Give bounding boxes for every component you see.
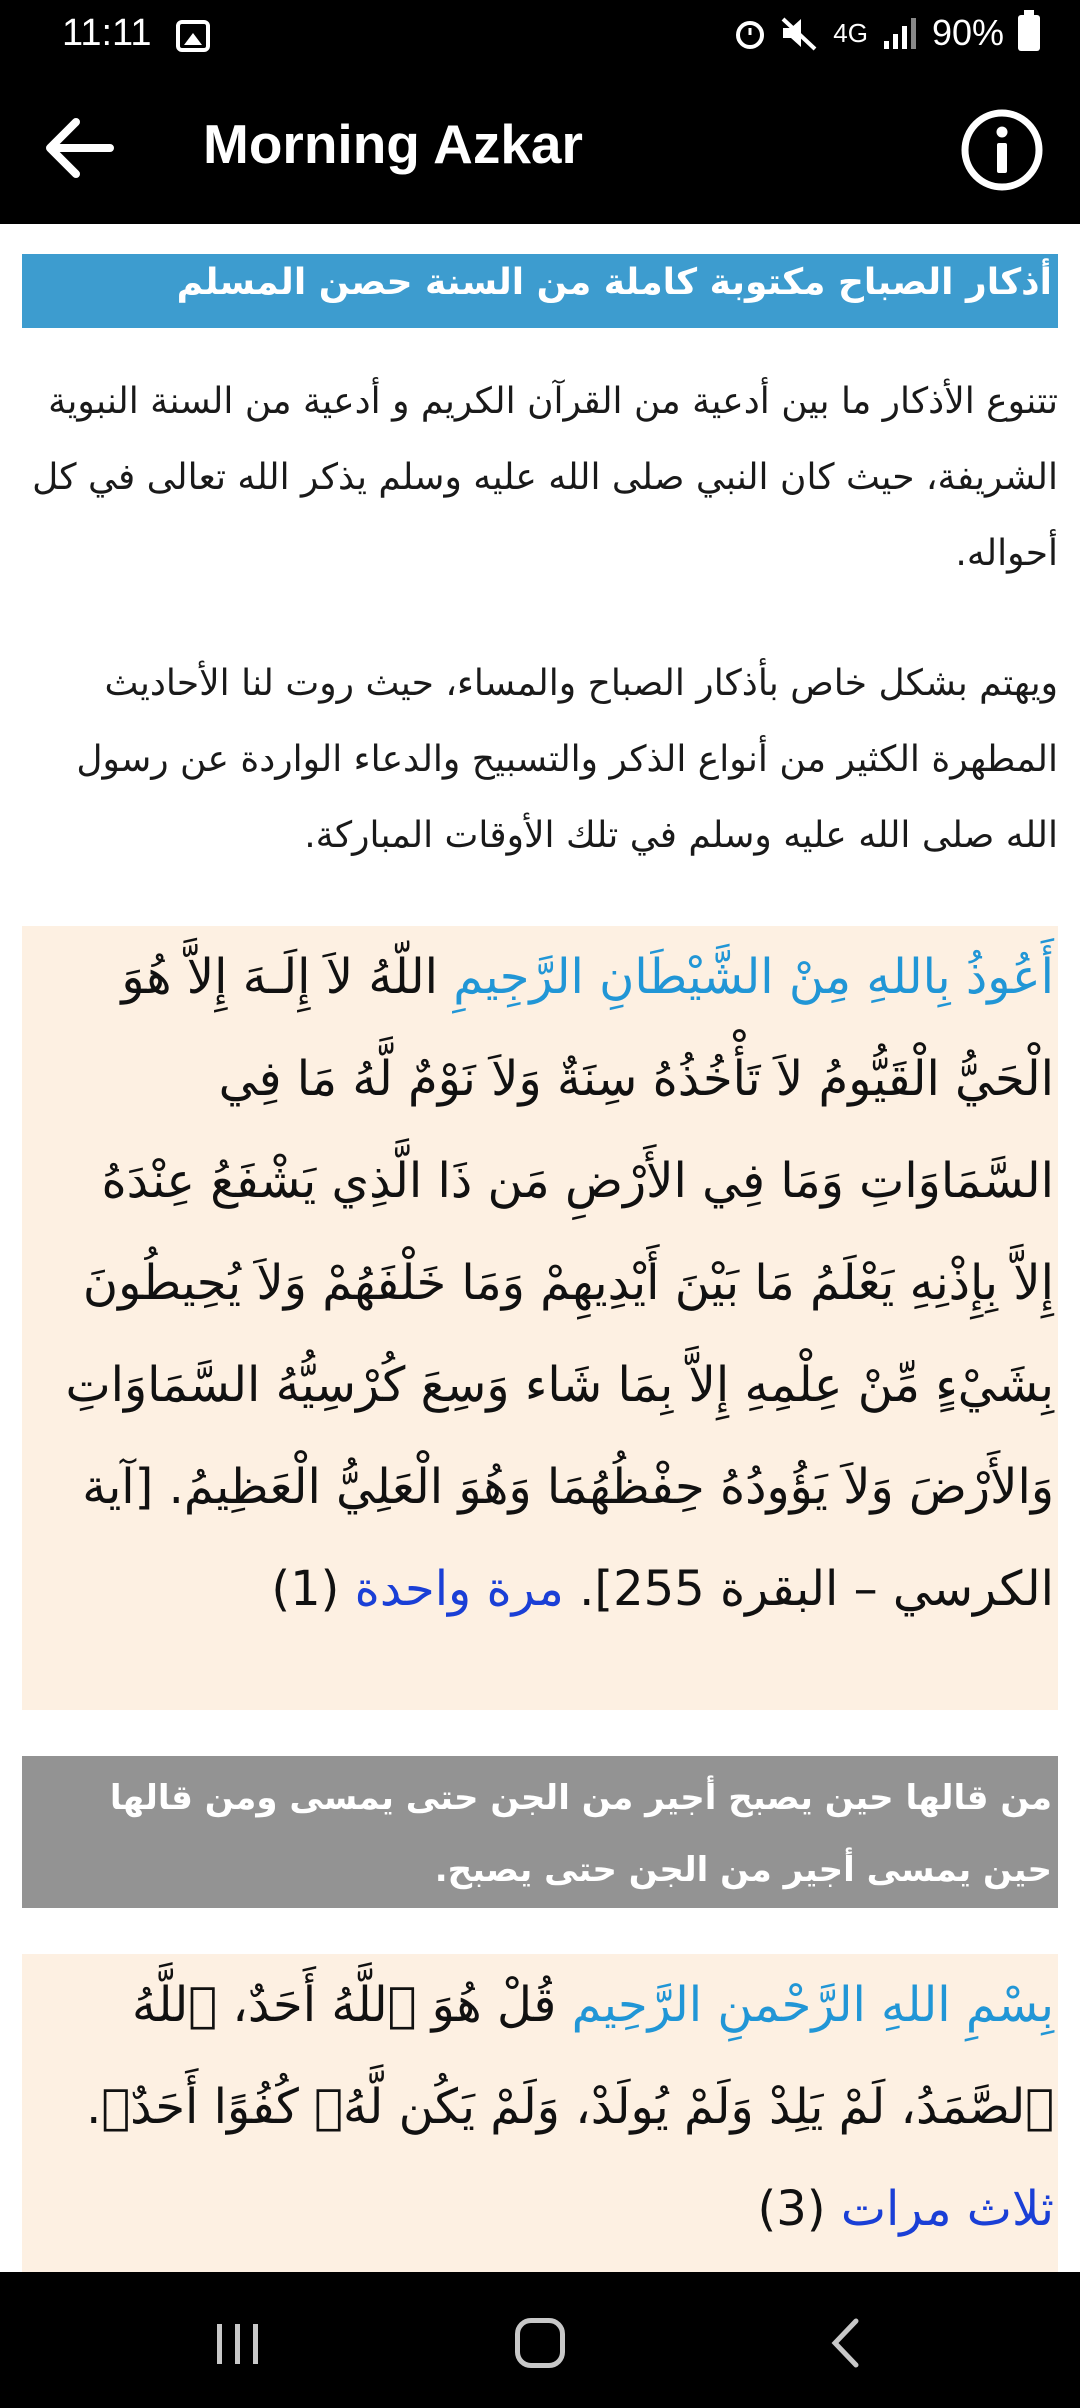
gallery-notification-icon	[176, 20, 210, 52]
virtue-note: من قالها حين يصبح أجير من الجن حتى يمسى ومن قالها حين يمسى أجير من الجن حتى يصبح.	[22, 1756, 1058, 1908]
status-time: 11:11	[62, 12, 152, 54]
status-indicators	[735, 12, 1040, 54]
repeat-label: ثلاث مرات	[840, 2181, 1054, 2237]
zikr-lead: أَعُوذُ بِاللهِ مِنْ الشَّيْطَانِ الرَّجِيمِ	[453, 949, 1054, 1005]
status-bar	[0, 0, 1080, 72]
alarm-icon	[735, 16, 765, 50]
signal-icon	[882, 17, 918, 49]
zikr-text	[22, 1954, 1058, 2260]
section-header: أذكار الصباح مكتوبة كاملة من السنة حصن المسلم	[22, 254, 1058, 328]
zikr-body: اللّهُ لاَ إِلَـهَ إِلاَّ هُوَ الْحَيُّ الْقَيُّومُ لاَ تَأْخُذُهُ سِنَةٌ وَلاَ نَوْمٌ لَّهُ مَا فِي السَّمَاوَاتِ وَمَا فِي الأَرْضِ مَن ذَا الَّذِي يَشْفَعُ عِنْدَهُ إِلاَّ بِإِذْنِهِ يَعْلَمُ مَا بَيْنَ أَيْدِيهِمْ وَمَا خَلْفَهُمْ وَلاَ يُحِيطُونَ بِشَيْءٍ مِّنْ عِلْمِهِ إِلاَّ بِمَا شَاء وَسِعَ كُرْسِيُّهُ السَّمَاوَاتِ وَالأَرْضَ وَلاَ يَؤُودُهُ حِفْظُهُمَا وَهُوَ الْعَلِيُّ الْعَظِيمُ. [آية الكرسي – البقرة 255].	[65, 949, 1054, 1617]
system-nav-bar	[0, 2272, 1080, 2408]
app-bar	[0, 72, 1080, 224]
page-title: Morning Azkar	[203, 113, 583, 175]
zikr-text	[22, 926, 1058, 1640]
mute-icon	[779, 15, 819, 51]
zikr-card-ayat-al-kursi	[22, 926, 1058, 1710]
network-type: 4G	[833, 17, 868, 48]
intro-paragraph-2: ويهتم بشكل خاص بأذكار الصباح والمساء، حيث روت لنا الأحاديث المطهرة الكثير من أنواع الذكر والتسبيح والدعاء الواردة عن رسول الله صلى الله عليه وسلم في تلك الأوقات المباركة.	[76, 663, 1058, 856]
info-button[interactable]	[960, 108, 1044, 192]
repeat-count: (1)	[271, 1561, 340, 1617]
zikr-lead: بِسْمِ اللهِ الرَّحْمنِ الرَّحِيم	[571, 1977, 1054, 2033]
back-button[interactable]	[40, 112, 120, 184]
arrow-left-icon	[40, 112, 120, 184]
system-back-button[interactable]	[830, 2318, 860, 2368]
battery-percentage: 90%	[931, 12, 1004, 53]
zikr-card-ikhlas	[22, 1954, 1058, 2272]
recent-apps-button[interactable]	[213, 2322, 263, 2366]
content-scroll-area[interactable]	[0, 224, 1080, 2272]
home-button[interactable]	[515, 2318, 565, 2368]
intro-paragraph-1: تتنوع الأذكار ما بين أدعية من القرآن الكريم و أدعية من السنة النبوية الشريفة، حيث كان النبي صلى الله عليه وسلم يذكر الله تعالى في كل أحواله.	[32, 381, 1058, 574]
repeat-label: مرة واحدة	[354, 1561, 564, 1617]
info-icon	[960, 108, 1044, 192]
battery-icon	[1018, 15, 1040, 51]
zikr-body: قُلْ هُوَ ٱللَّهُ أَحَدٌ، ٱللَّهُ ٱلصَّمَدُ، لَمْ يَلِدْ وَلَمْ يُولَدْ، وَلَمْ يَكُن لَّهُۥ كُفُوًا أَحَدٌۢ.	[86, 1977, 1054, 2135]
repeat-count: (3)	[757, 2181, 826, 2237]
